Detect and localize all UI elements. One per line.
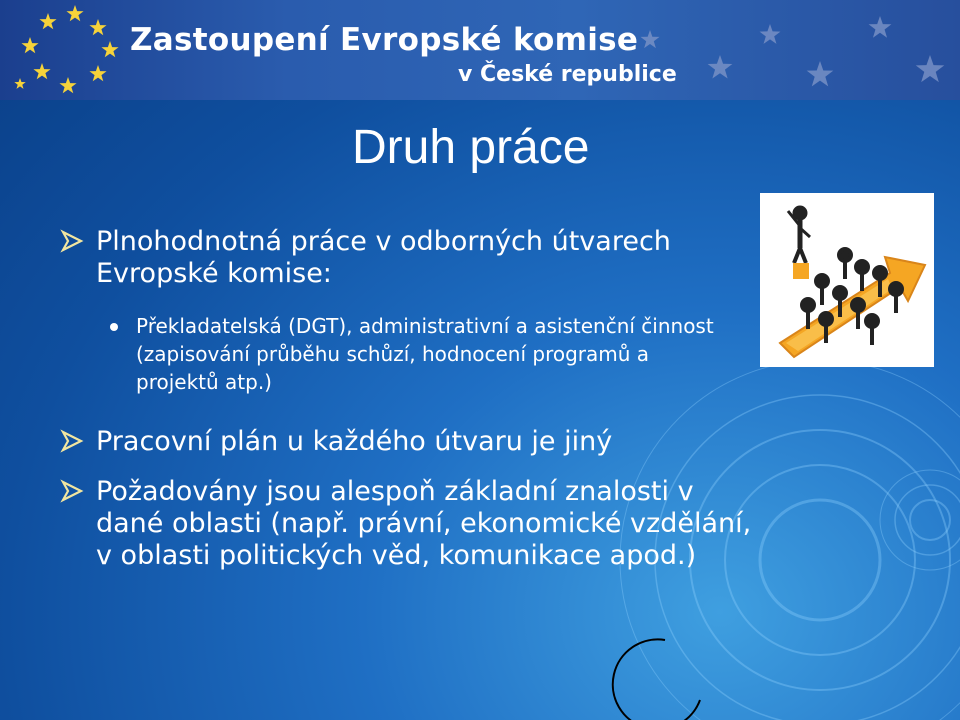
bullet-item	[60, 426, 760, 458]
bullet-text: Požadovány jsou alespoň základní znalosti v dané oblasti (např. právní, ekonomické vzdělání, v oblasti politických věd, komunikace apod.)	[96, 476, 752, 571]
header-subtitle: v České republice	[458, 62, 677, 87]
header-banner	[0, 0, 960, 100]
sub-bullet-item	[110, 312, 730, 396]
bullet-item	[60, 476, 760, 572]
bullet-text: Pracovní plán u každého útvaru je jiný	[96, 426, 613, 457]
slide-title: Druh práce	[352, 121, 590, 174]
dot-bullet-icon	[110, 323, 118, 331]
leadership-illustration	[760, 193, 934, 367]
arrow-bullet-icon	[60, 479, 84, 503]
bullet-text: Plnohodnotná práce v odborných útvarech Evropské komise:	[96, 226, 671, 289]
leadership-arrow-figures-icon	[760, 193, 934, 367]
arrow-bullet-icon	[60, 229, 84, 253]
header-title: Zastoupení Evropské komise	[130, 22, 639, 58]
arrow-bullet-icon	[60, 429, 84, 453]
bullet-text: Překladatelská (DGT), administrativní a asistenční činnost (zapisování průběhu schůzí, hodnocení programů a projektů atp.)	[136, 314, 714, 394]
bullet-item	[60, 226, 760, 290]
